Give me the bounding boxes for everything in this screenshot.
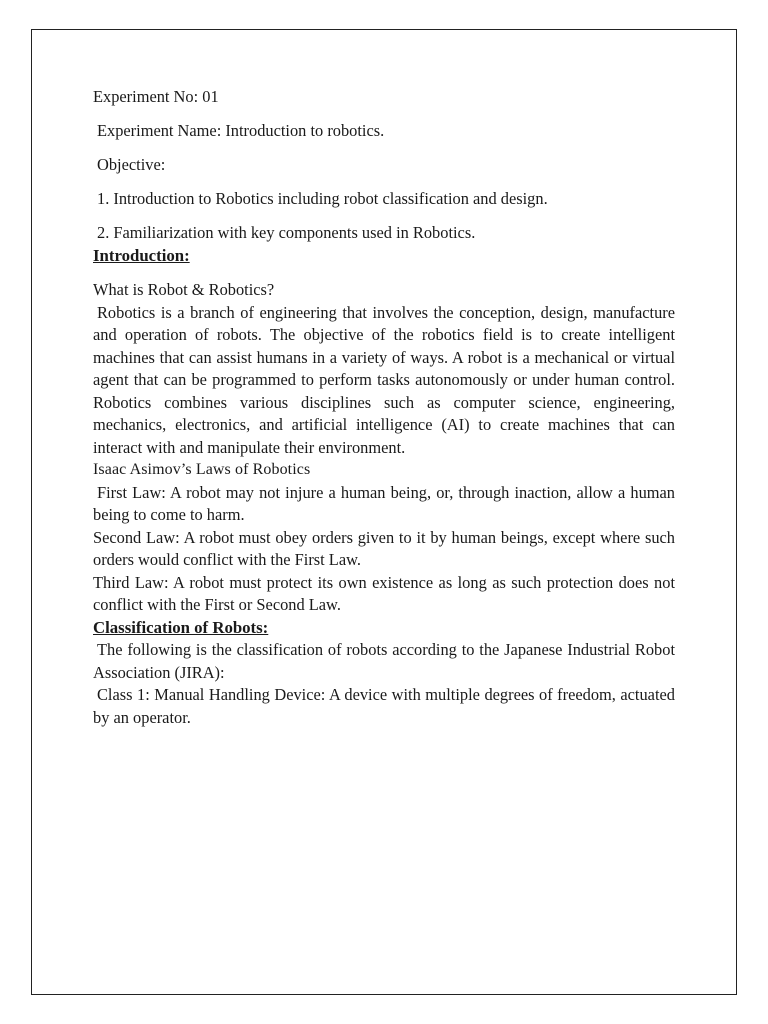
introduction-question: What is Robot & Robotics? [93,280,275,299]
objective-label: Objective: [97,155,166,174]
second-law: Second Law: A robot must obey orders given to it by human beings, except where such orders would conflict with the First Law. [93,527,675,569]
third-law: Third Law: A robot must protect its own existence as long as such protection does not conflict with the First or Second Law. [93,572,675,614]
experiment-number: Experiment No: 01 [93,87,219,106]
objective-item-2: 2. Familiarization with key components used in Robotics. [97,223,476,242]
first-law: First Law: A robot may not injure a human being, or, through inaction, allow a human being to come to harm. [93,482,675,524]
classification-heading: Classification of Robots: [93,617,269,637]
objective-item-1: 1. Introduction to Robotics including robot classification and design. [97,189,548,208]
introduction-heading: Introduction: [93,245,190,265]
introduction-body: Robotics is a branch of engineering that involves the conception, design, manufacture and operation of robots. The objective of the robotics field is to create intelligent machines that can assist humans in a variety of ways. A robot is a mechanical or virtual agent that can be programmed to perform tasks autonomously or under human control. Robotics combines various disciplines such as computer science, engineering, mechanics, electronics, and artificial intelligence (AI) to create machines that can interact with and manipulate their environment. [93,302,675,457]
page-content [93,86,675,729]
class-1-description: Class 1: Manual Handling Device: A device with multiple degrees of freedom, actuated by an operator. [93,685,675,727]
experiment-name: Experiment Name: Introduction to robotics. [97,121,385,140]
laws-heading: Isaac Asimov’s Laws of Robotics [93,461,311,478]
classification-intro: The following is the classification of robots according to the Japanese Industrial Robot Association (JIRA): [93,640,675,682]
